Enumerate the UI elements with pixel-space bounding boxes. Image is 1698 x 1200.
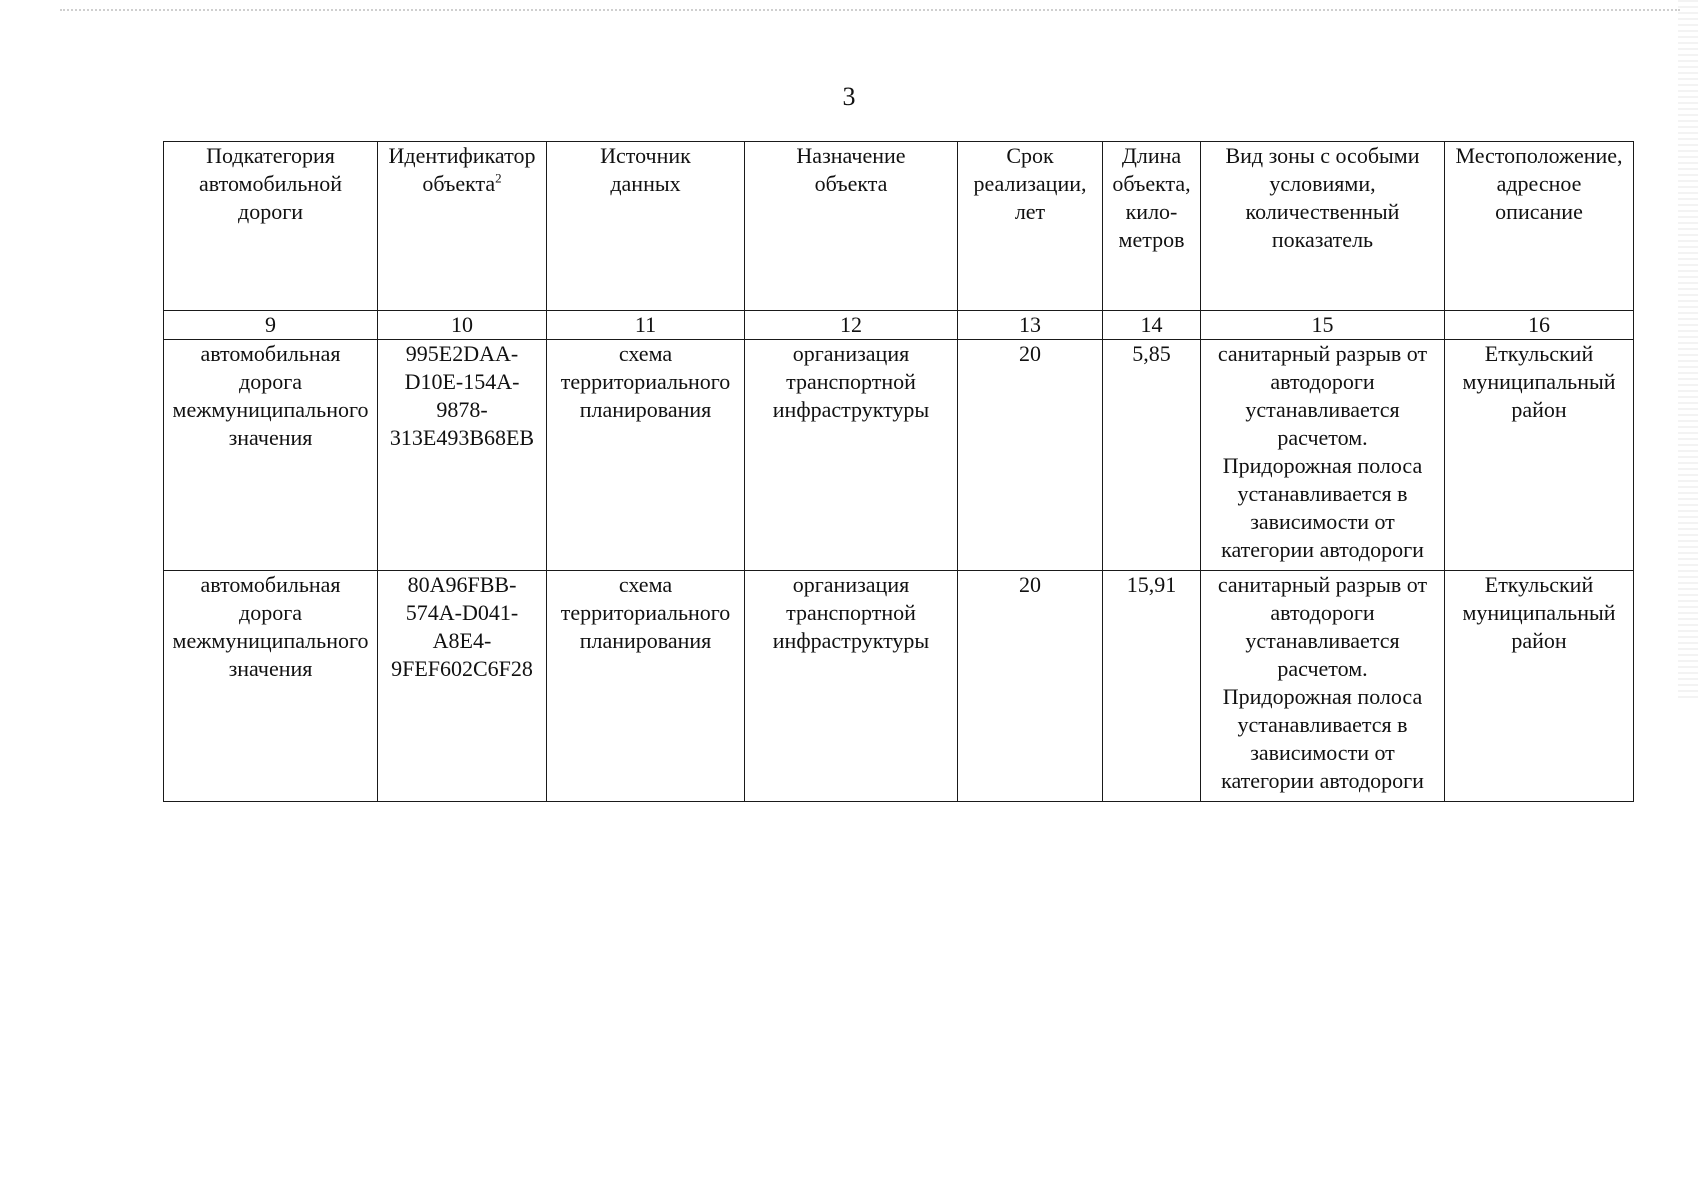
column-number: 15	[1201, 311, 1445, 340]
table-row	[164, 340, 1634, 571]
table-cell: 995E2DAA- D10E-154A- 9878- 313E493B68EB	[378, 340, 547, 571]
column-number: 10	[378, 311, 547, 340]
table-cell: санитарный разрыв от автодороги устанавливается расчетом. Придорожная полоса устанавливается в зависимости от категории автодороги	[1201, 571, 1445, 802]
header-cell: Вид зоны с особыми условиями, количественный показатель	[1201, 142, 1445, 311]
table-cell: схема территориального планирования	[547, 340, 745, 571]
column-number: 16	[1445, 311, 1634, 340]
table-row	[164, 571, 1634, 802]
header-cell: Местоположение, адресное описание	[1445, 142, 1634, 311]
header-cell: Источник данных	[547, 142, 745, 311]
table-cell: автомобильная дорога межмуниципального значения	[164, 571, 378, 802]
page-number: 3	[842, 82, 856, 111]
table-cell: 15,91	[1103, 571, 1201, 802]
table-cell: 5,85	[1103, 340, 1201, 571]
table-cell: 20	[958, 571, 1103, 802]
column-number: 9	[164, 311, 378, 340]
table-cell: Еткульский муниципальный район	[1445, 571, 1634, 802]
table-cell: автомобильная дорога межмуниципального значения	[164, 340, 378, 571]
table-cell: организация транспортной инфраструктуры	[745, 340, 958, 571]
column-number: 14	[1103, 311, 1201, 340]
table-header-row	[164, 142, 1634, 311]
table-cell: 80A96FBB- 574A-D041- A8E4- 9FEF602C6F28	[378, 571, 547, 802]
table-cell: Еткульский муниципальный район	[1445, 340, 1634, 571]
table-cell: 20	[958, 340, 1103, 571]
column-number: 13	[958, 311, 1103, 340]
header-cell: Назначение объекта	[745, 142, 958, 311]
column-number-row	[164, 311, 1634, 340]
header-cell: Срок реализации, лет	[958, 142, 1103, 311]
header-cell: Идентификатор объекта$^2$	[378, 142, 547, 311]
scan-top-edge	[60, 9, 1680, 11]
footnote-marker: 2	[495, 170, 502, 186]
header-cell: Подкатегория автомобильной дороги	[164, 142, 378, 311]
table-cell: схема территориального планирования	[547, 571, 745, 802]
table-cell: санитарный разрыв от автодороги устанавливается расчетом. Придорожная полоса устанавливается в зависимости от категории автодороги	[1201, 340, 1445, 571]
registry-table	[163, 141, 1634, 802]
table-cell: организация транспортной инфраструктуры	[745, 571, 958, 802]
column-number: 11	[547, 311, 745, 340]
header-cell: Длина объекта, кило- метров	[1103, 142, 1201, 311]
column-number: 12	[745, 311, 958, 340]
